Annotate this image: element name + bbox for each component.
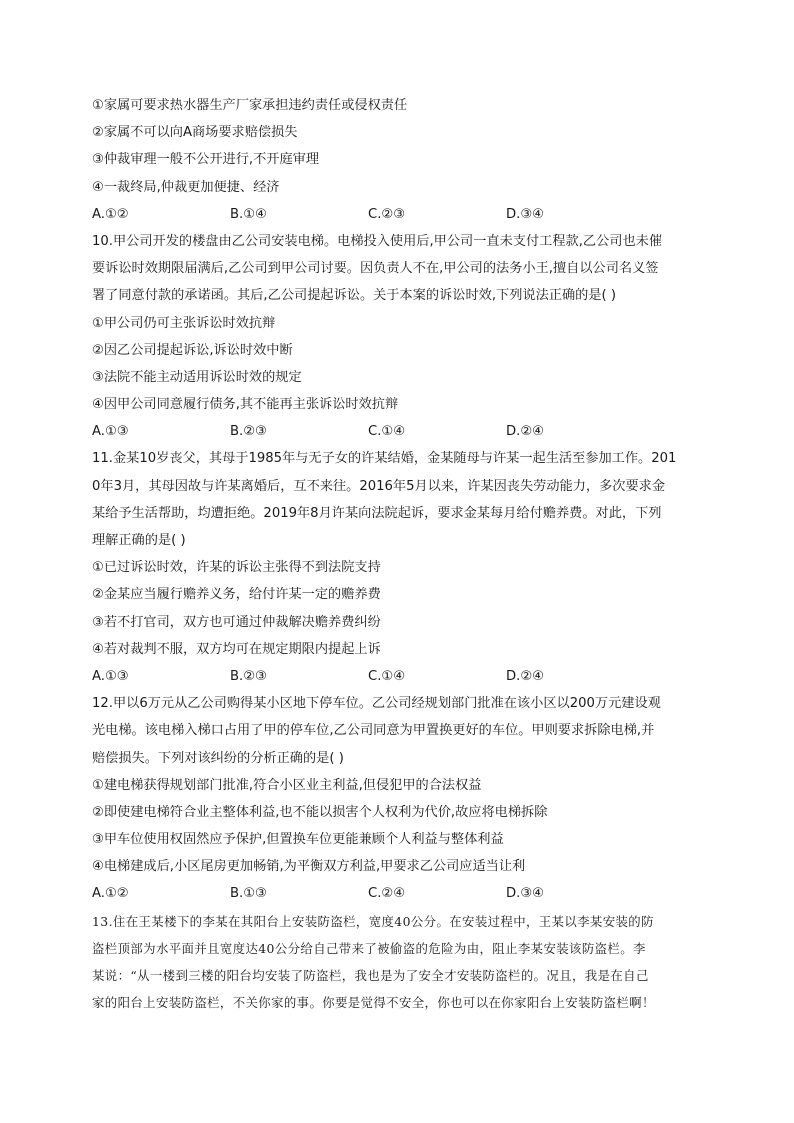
choice-a: A.①③ [92,424,129,440]
choice-d: D.③④ [506,886,544,902]
question-stem-line: 12.甲以6万元从乙公司购得某小区地下停车位。乙公司经规划部门批准在该小区以200万元建设观 [92,696,661,712]
choice-options [92,201,704,228]
choice-b: B.①③ [230,886,267,902]
choice-d: D.②④ [506,668,544,684]
question-9-continuation [92,92,704,228]
question-stem-line: 光电梯。该电梯入梯口占用了甲的停车位,乙公司同意为甲置换更好的车位。甲则要求拆除电梯,并 [92,723,655,739]
choice-c: C.①④ [368,424,406,440]
answer-item: ④一裁终局,仲裁更加便捷、经济 [92,179,280,195]
answer-item: ③法院不能主动适用诉讼时效的规定 [92,369,302,385]
question-stem-line: 要诉讼时效期限届满后,乙公司到甲公司讨要。因负责人不在,甲公司的法务小王,擅自以公司名义签 [92,261,659,277]
answer-item: ②金某应当履行赡养义务，给付许某一定的赡养费 [92,587,381,603]
choice-options [92,663,704,690]
choice-a: A.①③ [92,668,129,684]
answer-item: ②因乙公司提起诉讼,诉讼时效中断 [92,342,293,358]
answer-item: ④若对裁判不服，双方均可在规定期限内提起上诉 [92,641,381,657]
question-stem-line: 理解正确的是( ) [92,533,186,548]
question-stem-line: 某给予生活帮助，均遭拒绝。2019年8月许某向法院起诉，要求金某每月给付赡养费。对此，下列 [92,505,662,521]
choice-d: D.③④ [506,206,544,222]
question-stem-line: 署了同意付款的承诺函。其后,乙公司提起诉讼。关于本案的诉讼时效,下列说法正确的是( ) [92,288,616,304]
answer-item: ②家属不可以向A商场要求赔偿损失 [92,125,298,141]
answer-item: ②即使建电梯符合业主整体利益,也不能以损害个人权利为代价,故应将电梯拆除 [92,804,548,820]
exam-page [92,92,704,1016]
answer-item: ④电梯建成后,小区尾房更加畅销,为平衡双方利益,甲要求乙公司应适当让利 [92,859,526,875]
question-stem-line: 赔偿损失。下列对该纠纷的分析正确的是( ) [92,750,344,766]
choice-c: C.②④ [368,886,406,902]
question-stem-line: 11.金某10岁丧父，其母于1985年与无子女的许某结婚，金某随母与许某一起生活至参加工作。201 [92,451,677,467]
choice-options [92,418,704,445]
choice-b: B.①④ [230,206,267,222]
choice-b: B.②③ [230,424,267,440]
answer-item: ③仲裁审理一般不公开进行,不开庭审理 [92,152,320,168]
question-stem-line: 0年3月，其母因故与许某离婚后，互不来往。2016年5月以来，许某因丧失劳动能力，多次要求金 [92,478,666,494]
answer-item: ①建电梯获得规划部门批准,符合小区业主利益,但侵犯甲的合法权益 [92,777,482,793]
choice-options [92,880,704,907]
question-13 [92,908,704,1017]
question-stem-line: 盗栏顶部为水平面并且宽度达40公分给自己带来了被偷盗的危险为由，阻止李某安装该防盗栏。李 [92,940,646,956]
choice-b: B.②③ [230,668,267,684]
choice-d: D.②④ [506,424,544,440]
answer-item: ①家属可要求热水器生产厂家承担违约责任或侵权责任 [92,98,408,113]
answer-item: ④因甲公司同意履行债务,其不能再主张诉讼时效抗辩 [92,397,399,413]
choice-a: A.①② [92,206,129,222]
answer-item: ③甲车位使用权固然应予保护,但置换车位更能兼顾个人利益与整体利益 [92,832,504,848]
question-stem-line: 某说：“从一楼到三楼的阳台均安装了防盗栏，我也是为了安全才安装防盗栏的。况且，我是在自己 [92,968,649,983]
answer-item: ①甲公司仍可主张诉讼时效抗辩 [92,315,276,331]
answer-item: ③若不打官司，双方也可通过仲裁解决赡养费纠纷 [92,614,381,630]
choice-c: C.②③ [368,206,406,222]
choice-c: C.①④ [368,668,406,684]
answer-item: ①已过诉讼时效，许某的诉讼主张得不到法院支持 [92,560,381,576]
question-stem-line: 13.住在王某楼下的李某在其阳台上安装防盗栏，宽度40公分。在安装过程中，王某以李某安装的防 [92,913,654,929]
question-stem-line: 家的阳台上安装防盗栏，不关你家的事。你要是觉得不安全，你也可以在你家阳台上安装防盗栏啊！ [92,995,655,1011]
choice-a: A.①② [92,886,129,902]
question-11 [92,445,704,690]
question-10 [92,228,704,446]
question-stem-line: 10.甲公司开发的楼盘由乙公司安装电梯。电梯投入使用后,甲公司一直未支付工程款,乙公司也未催 [92,233,663,249]
question-12 [92,690,704,908]
